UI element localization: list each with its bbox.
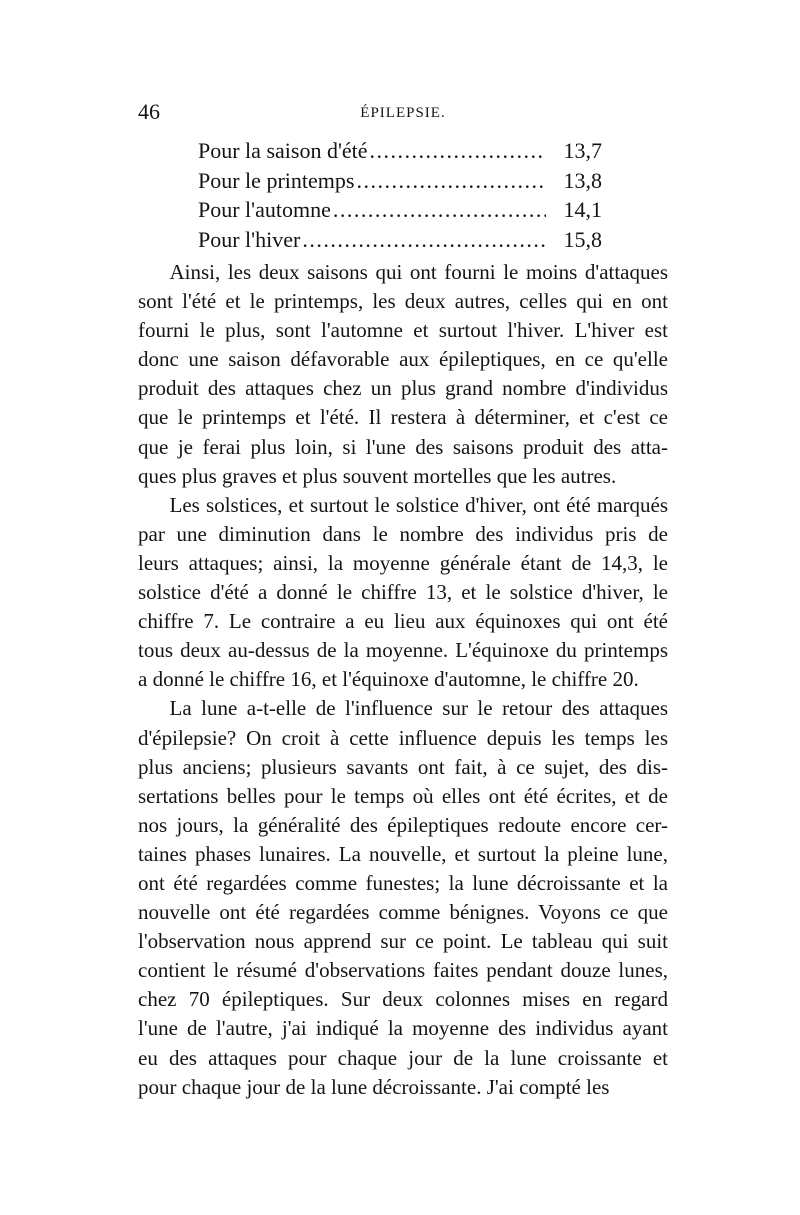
text-line: eu des attaques pour chaque jour de la lune croissante et <box>138 1045 668 1070</box>
stat-label: Pour l'automne <box>198 197 331 222</box>
text-line: taines phases lunaires. La nouvelle, et surtout la pleine lune, <box>138 841 668 866</box>
text-line: ques plus graves et plus souvent mortelles que les autres. <box>138 463 617 488</box>
text-line: plus anciens; plusieurs savants ont fait, à ce sujet, des dis- <box>138 754 668 779</box>
text-line: Les solstices, et surtout le solstice d'hiver, ont été marqués <box>138 492 668 517</box>
text-line: donc une saison défavorable aux épileptiques, en ce qu'elle <box>138 347 668 372</box>
stat-row-spring <box>198 166 602 196</box>
stat-value: 15,8 <box>563 226 602 252</box>
dot-leader <box>302 225 546 255</box>
text-line: Ainsi, les deux saisons qui ont fourni le moins d'attaques <box>138 260 668 284</box>
text-line: d'épilepsie? On croit à cette influence depuis les temps les <box>138 725 668 750</box>
paragraph-moon <box>138 694 668 1101</box>
text-line: que le printemps et l'été. Il restera à déterminer, et c'est ce <box>138 405 668 430</box>
running-title: ÉPILEPSIE. <box>360 105 446 121</box>
stat-row-winter <box>198 225 602 255</box>
text-line: leurs attaques; ainsi, la moyenne générale étant de 14,3, le <box>138 550 668 575</box>
stat-row-summer <box>198 136 602 166</box>
stat-label: Pour le printemps <box>198 167 355 193</box>
text-line: La lune a-t-elle de l'influence sur le retour des attaques <box>138 696 668 721</box>
text-line: contient le résumé d'observations faites pendant douze lunes, <box>138 958 668 983</box>
page-number: 46 <box>138 99 160 124</box>
stat-row-autumn <box>198 195 602 225</box>
text-line: tous deux au-dessus de la moyenne. L'équinoxe du printemps <box>138 638 668 663</box>
text-line: solstice d'été a donné le chiffre 13, et le solstice d'hiver, le <box>138 580 668 605</box>
text-line: nouvelle ont été regardées comme bénignes. Voyons ce que <box>138 900 668 925</box>
stat-label: Pour l'hiver <box>198 226 301 252</box>
text-line: chiffre 7. Le contraire a eu lieu aux équinoxes qui ont été <box>138 609 668 634</box>
paragraph-seasons <box>138 258 668 491</box>
season-stats-list <box>198 136 602 254</box>
text-line: nos jours, la généralité des épileptiques redoute encore cer- <box>138 812 668 837</box>
body-text <box>138 258 668 1102</box>
page-header <box>138 97 668 127</box>
stat-value: 14,1 <box>563 197 602 222</box>
text-line: fourni le plus, sont l'automne et surtout l'hiver. L'hiver est <box>138 318 668 343</box>
stat-value: 13,8 <box>563 167 602 193</box>
text-line: l'une de l'autre, j'ai indiqué la moyenne des individus ayant <box>138 1016 668 1041</box>
text-line: pour chaque jour de la lune décroissante. J'ai compté les <box>138 1074 610 1099</box>
text-line: l'observation nous apprend sur ce point. Le tableau qui suit <box>138 929 668 954</box>
text-line: sont l'été et le printemps, les deux autres, celles qui en ont <box>138 289 668 314</box>
dot-leader <box>370 136 546 166</box>
dot-leader <box>333 195 546 225</box>
text-line: sertations belles pour le temps où elles ont été écrites, et de <box>138 783 668 808</box>
text-line: produit des attaques chez un plus grand nombre d'individus <box>138 376 668 401</box>
dot-leader <box>356 166 546 196</box>
text-line: chez 70 épileptiques. Sur deux colonnes mises en regard <box>138 987 668 1012</box>
text-line: a donné le chiffre 16, et l'équinoxe d'automne, le chiffre 20. <box>138 667 639 692</box>
paragraph-solstices <box>138 491 668 695</box>
stat-value: 13,7 <box>563 138 602 163</box>
text-line: que je ferai plus loin, si l'une des saisons produit des atta- <box>138 434 668 459</box>
text-line: par une diminution dans le nombre des individus pris de <box>138 521 668 546</box>
text-line: ont été regardées comme funestes; la lune décroissante et la <box>138 870 668 895</box>
stat-label: Pour la saison d'été <box>198 138 368 163</box>
